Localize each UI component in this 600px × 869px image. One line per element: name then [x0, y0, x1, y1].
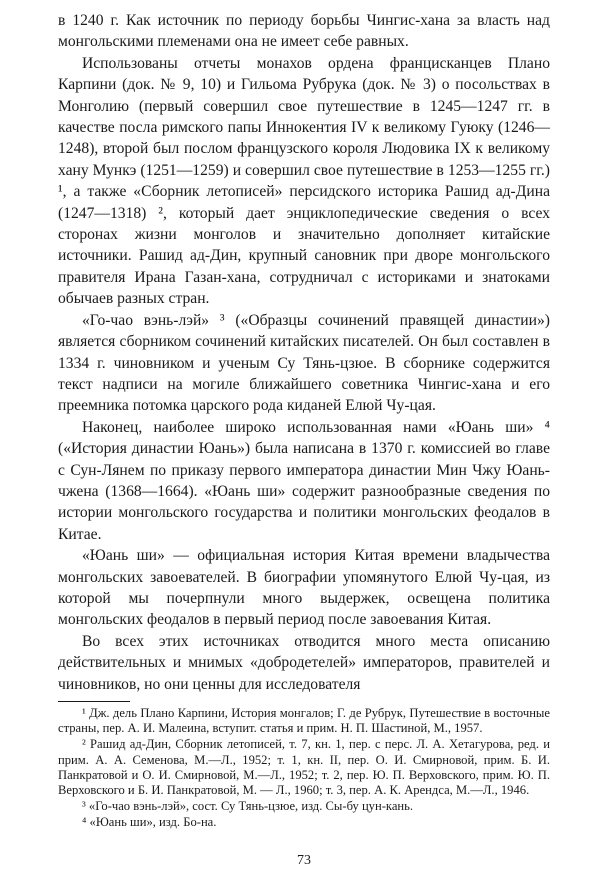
body-text	[58, 10, 550, 695]
footnotes	[58, 706, 550, 831]
footnote-divider	[58, 701, 130, 702]
paragraph-4: Наконец, наиболее широко использованная нами «Юань ши» ⁴ («История династии Юань») была написана в 1370 г. комиссией во главе с Сун-Лянем по приказу первого императора династии Мин Чжу Юань-чжена (1368—1664). «Юань ши» содержит разнообразные сведения по истории монгольского государства и политики монгольских феодалов в Китае.	[58, 418, 550, 543]
paragraph-5: «Юань ши» — официальная история Китая времени владычества монгольских завоевателей. В биографии упомянутого Елюй Чу-цая, из которой мы почерпнули много выдержек, освещена политика монгольских феодалов в первый период после завоевания Китая.	[58, 547, 550, 629]
page-number: 73	[297, 852, 311, 868]
paragraph-1: в 1240 г. Как источник по периоду борьбы Чингис-хана за власть над монгольскими племенами она не имеет себе равных.	[58, 12, 550, 51]
footnote-2: ² Рашид ад-Дин, Сборник летописей, т. 7, кн. 1, пер. с перс. Л. А. Хетагурова, ред. и прим. А. А. Семенова, М.—Л., 1952; т. 1, кн. II, пер. О. И. Смирновой, прим. Б. И. Панкратовой и О. И. Смирновой, М.—Л., 1952; т. 2, пер. Ю. П. Верховского, прим. Ю. П. Верховского и Б. И. Панкратовой, М. — Л., 1960; т. 3, пер. А. К. Арендса, М.—Л., 1946.	[58, 737, 550, 798]
footnote-1: ¹ Дж. дель Плано Карпини, История монгалов; Г. де Рубрук, Путешествие в восточные страны, пер. А. И. Малеина, вступит. статья и прим. Н. П. Шастиной, М., 1957.	[58, 706, 550, 736]
paragraph-3: «Го-чао вэнь-лэй» ³ («Образцы сочинений правящей династии») является сборником сочинений китайских писателей. Он был составлен в 1334 г. чиновником и ученым Су Тянь-цзюе. В сборнике содержится текст надписи на могиле ближайшего советника Чингис-хана и его преемника потомка царского рода киданей Елюй Чу-цая.	[58, 311, 550, 415]
footnote-4: ⁴ «Юань ши», изд. Бо-на.	[82, 815, 217, 830]
document-page	[58, 10, 550, 869]
paragraph-6: Во всех этих источниках отводится много места описанию действительных и мнимых «добродетелей» императоров, правителей и чиновников, но они ценны для исследователя	[58, 632, 550, 693]
footnote-3: ³ «Го-чао вэнь-лэй», сост. Су Тянь-цзюе, изд. Сы-бу цун-кань.	[82, 799, 414, 814]
paragraph-2: Использованы отчеты монахов ордена францисканцев Плано Карпини (док. № 9, 10) и Гильома Рубрука (док. № 3) о посольствах в Монголию (первый совершил свое путешествие в 1245—1247 гг. в качестве посла римского папы Иннокентия IV к великому Гуюку (1246—1248), второй был послом французского короля Людовика IX к великому хану Мункэ (1251—1259) и совершил свое путешествие в 1253—1255 гг.) ¹, а также «Сборник летописей» персидского историка Рашид ад-Дина (1247—1318) ², который дает энциклопедические сведения о всех сторонах жизни монголов и значительно дополняет китайские источники. Рашид ад-Дин, крупный сановник при дворе монгольского правителя Ирана Газан-хана, сотрудничал с историками и знатоками обычаев разных стран.	[58, 54, 550, 308]
